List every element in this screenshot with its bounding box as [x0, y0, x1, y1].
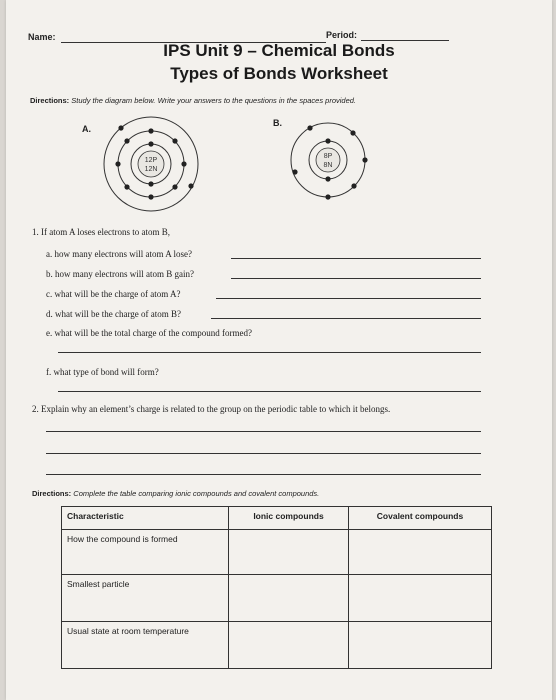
answer-cell[interactable] — [229, 530, 349, 575]
table-header-row — [62, 507, 492, 530]
electron — [351, 183, 356, 188]
atom-a-label: A. — [82, 124, 91, 134]
electron — [148, 128, 153, 133]
answer-cell[interactable] — [229, 575, 349, 622]
answer-line-2-1[interactable] — [46, 431, 481, 432]
atom-b-neutrons: 8N — [323, 162, 333, 169]
electron — [172, 138, 177, 143]
electron — [148, 194, 153, 199]
table-header: Characteristic — [62, 507, 229, 530]
electron — [124, 138, 129, 143]
directions-text: Complete the table comparing ionic compounds and covalent compounds. — [73, 489, 320, 498]
electron — [188, 183, 193, 188]
answer-line-2-2[interactable] — [46, 453, 481, 454]
electron — [307, 125, 312, 130]
answer-cell[interactable] — [349, 622, 492, 669]
question-1f: f. what type of bond will form? — [46, 367, 159, 377]
question-1c: c. what will be the charge of atom A? — [46, 289, 181, 299]
table-header: Covalent compounds — [349, 507, 492, 530]
table-cell: How the compound is formed — [62, 530, 229, 575]
atom-a-protons: 12P — [144, 157, 158, 164]
electron — [124, 184, 129, 189]
worksheet-title: IPS Unit 9 – Chemical Bonds — [163, 41, 395, 60]
atom-b-protons: 8P — [323, 153, 333, 160]
directions-text: Study the diagram below. Write your answers to the questions in the spaces provided. — [71, 96, 357, 105]
electron — [325, 176, 330, 181]
period-label: Period: — [326, 30, 358, 40]
electron — [350, 130, 355, 135]
answer-cell[interactable] — [349, 575, 492, 622]
directions-table — [32, 489, 542, 498]
question-1b: b. how many electrons will atom B gain? — [46, 269, 194, 279]
atom-a-neutrons: 12N — [144, 166, 158, 173]
question-1-stem: 1. If atom A loses electrons to atom B, — [32, 227, 170, 237]
electron — [118, 125, 123, 130]
directions-label: Directions: — [30, 96, 70, 105]
electron — [148, 181, 153, 186]
worksheet-page — [6, 0, 552, 700]
answer-line-1f[interactable] — [58, 391, 481, 392]
table-row — [62, 575, 492, 622]
electron — [292, 169, 297, 174]
answer-line-1e[interactable] — [58, 352, 481, 353]
question-1e: e. what will be the total charge of the compound formed? — [46, 328, 253, 338]
table-header: Ionic compounds — [229, 507, 349, 530]
question-2-stem: 2. Explain why an element’s charge is related to the group on the periodic table to which it belongs. — [32, 404, 391, 414]
table-cell: Usual state at room temperature — [62, 622, 229, 669]
answer-cell[interactable] — [349, 530, 492, 575]
worksheet-subtitle: Types of Bonds Worksheet — [170, 64, 388, 83]
answer-cell[interactable] — [229, 622, 349, 669]
electron — [148, 141, 153, 146]
electron — [115, 161, 120, 166]
electron — [172, 184, 177, 189]
name-label: Name: — [28, 32, 56, 42]
answer-line-1b[interactable] — [231, 278, 481, 279]
electron — [325, 194, 330, 199]
table-cell: Smallest particle — [62, 575, 229, 622]
atom-b-label: B. — [273, 118, 282, 128]
atom-diagram — [66, 108, 396, 218]
atom-b — [291, 123, 368, 200]
directions-label: Directions: — [32, 489, 72, 498]
question-1d: d. what will be the charge of atom B? — [46, 309, 182, 319]
atom-a — [104, 117, 198, 211]
question-1a: a. how many electrons will atom A lose? — [46, 249, 192, 259]
table-row — [62, 622, 492, 669]
directions-diagram — [30, 96, 540, 105]
electron — [181, 161, 186, 166]
answer-line-1c[interactable] — [216, 298, 481, 299]
table-row — [62, 530, 492, 575]
atom-a-nucleus — [138, 151, 164, 177]
electron — [325, 138, 330, 143]
comparison-table — [61, 506, 492, 669]
answer-line-1d[interactable] — [211, 318, 481, 319]
answer-line-1a[interactable] — [231, 258, 481, 259]
electron — [362, 157, 367, 162]
answer-line-2-3[interactable] — [46, 474, 481, 475]
